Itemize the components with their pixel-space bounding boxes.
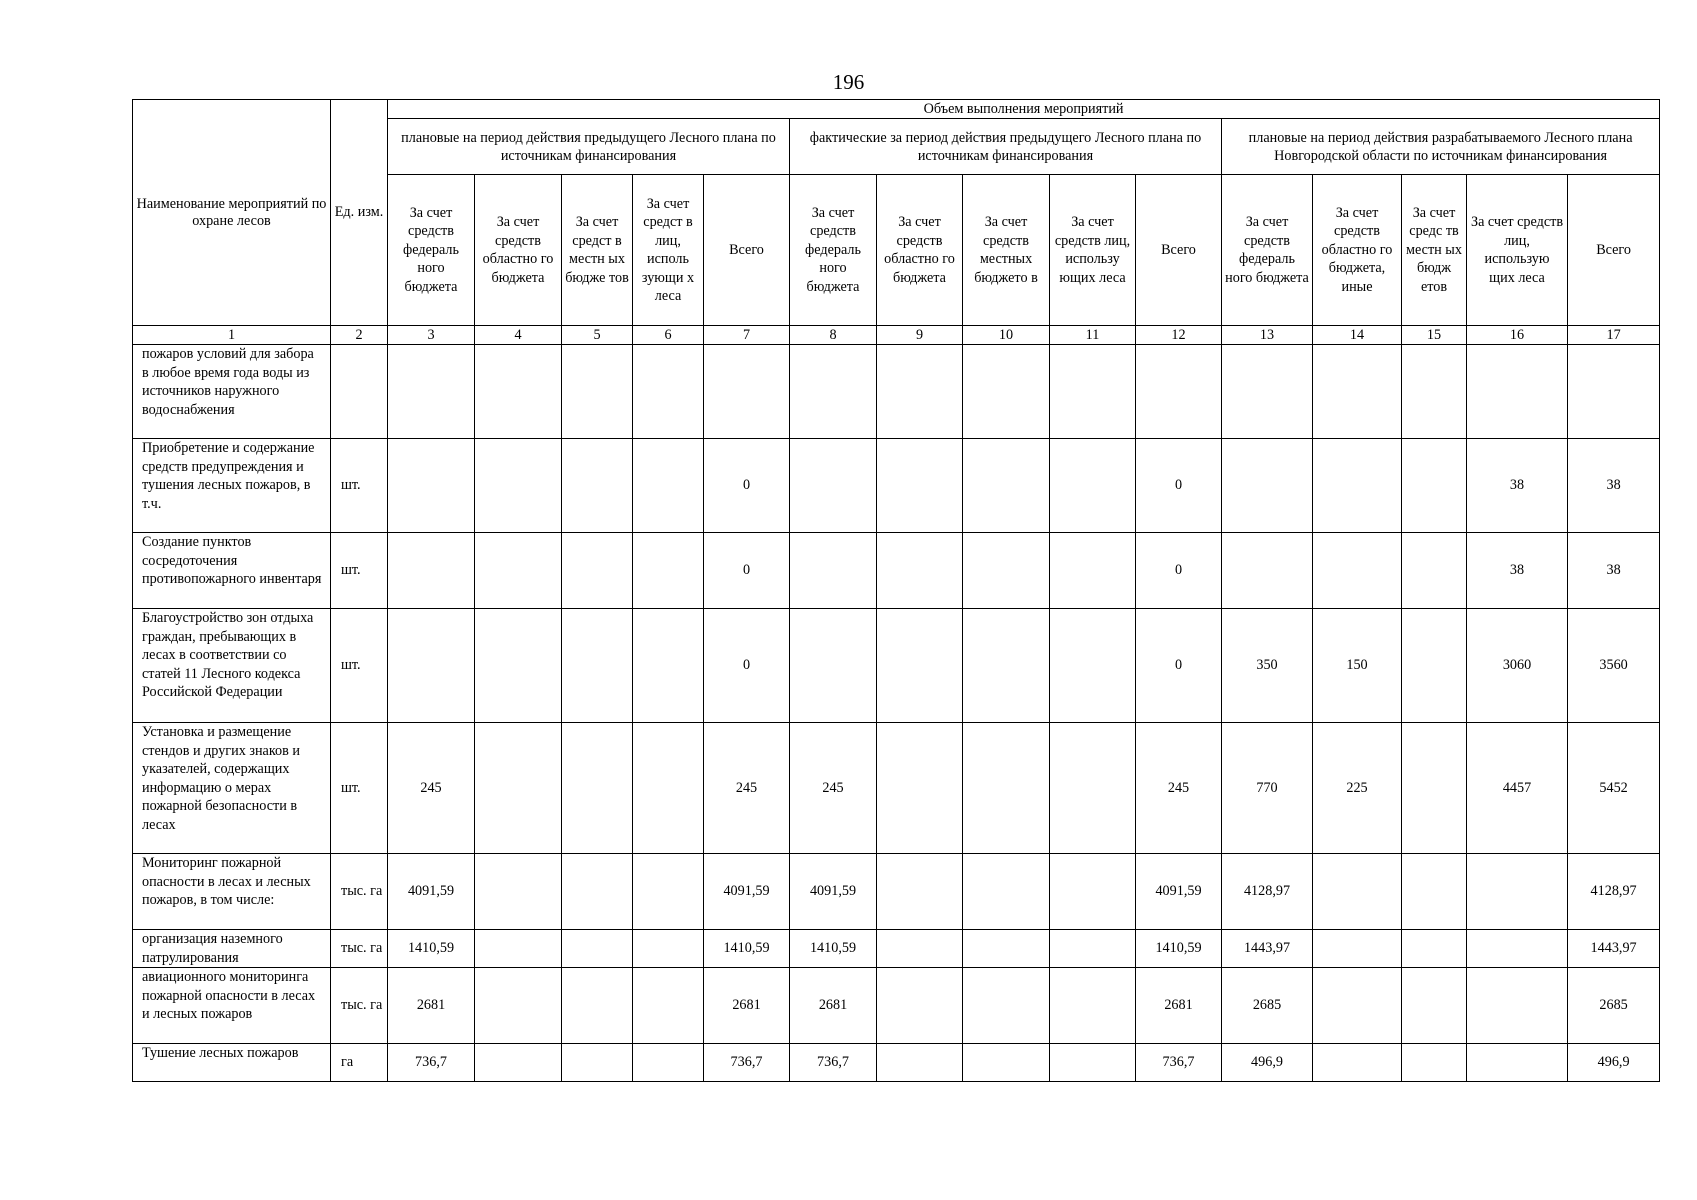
value-cell [475,1044,562,1082]
value-cell [963,439,1050,533]
value-cell [475,533,562,609]
value-cell [1402,723,1467,854]
header-column-number: 5 [562,326,633,345]
header-subcol: Всего [1136,175,1222,326]
value-cell [963,609,1050,723]
activity-name-cell: организация наземного патрулирования [133,930,331,968]
header-subcol: Всего [704,175,790,326]
header-subcol: За счет средств федераль ного бюджета [388,175,475,326]
activity-name-cell: Установка и размещение стендов и других знаков и указателей, содержащих информацию о мерах пожарной безопасности в лесах [133,723,331,854]
value-cell [790,533,877,609]
unit-cell: шт. [331,439,388,533]
value-cell [1467,854,1568,930]
value-cell: 1410,59 [1136,930,1222,968]
value-cell: 0 [1136,533,1222,609]
value-cell: 736,7 [704,1044,790,1082]
value-cell: 1443,97 [1222,930,1313,968]
value-cell [475,345,562,439]
header-name-col: Наименование мероприятий по охране лесов [133,100,331,326]
value-cell [1313,968,1402,1044]
value-cell [963,1044,1050,1082]
value-cell [790,439,877,533]
value-cell [1313,1044,1402,1082]
value-cell: 1410,59 [790,930,877,968]
value-cell: 4091,59 [1136,854,1222,930]
value-cell: 4457 [1467,723,1568,854]
header-column-number: 14 [1313,326,1402,345]
value-cell [963,930,1050,968]
value-cell [1402,1044,1467,1082]
value-cell: 2681 [388,968,475,1044]
value-cell [633,930,704,968]
value-cell [1467,1044,1568,1082]
header-column-number: 4 [475,326,562,345]
value-cell: 2685 [1222,968,1313,1044]
header-column-number: 9 [877,326,963,345]
unit-cell: тыс. га [331,930,388,968]
value-cell [1050,345,1136,439]
value-cell: 4128,97 [1568,854,1660,930]
value-cell: 38 [1568,439,1660,533]
value-cell [877,345,963,439]
table-row [133,345,1660,439]
value-cell: 38 [1467,439,1568,533]
value-cell: 496,9 [1568,1044,1660,1082]
activity-name-cell: авиационного мониторинга пожарной опасности в лесах и лесных пожаров [133,968,331,1044]
value-cell [633,345,704,439]
value-cell [633,533,704,609]
table-row [133,854,1660,930]
value-cell [562,609,633,723]
header-group-planned-new: плановые на период действия разрабатываемого Лесного плана Новгородской области по источникам финансирования [1222,119,1660,175]
unit-cell: шт. [331,609,388,723]
header-column-number: 17 [1568,326,1660,345]
value-cell: 2681 [704,968,790,1044]
value-cell [877,439,963,533]
value-cell: 4091,59 [704,854,790,930]
header-column-number: 2 [331,326,388,345]
unit-cell: шт. [331,533,388,609]
value-cell [1050,1044,1136,1082]
value-cell: 736,7 [1136,1044,1222,1082]
value-cell [1050,533,1136,609]
value-cell: 736,7 [790,1044,877,1082]
value-cell [475,854,562,930]
value-cell [963,854,1050,930]
value-cell [1402,854,1467,930]
value-cell [1402,930,1467,968]
header-subcol: За счет средст в лиц, исполь зующи х леса [633,175,704,326]
value-cell [1313,439,1402,533]
value-cell [877,1044,963,1082]
value-cell: 5452 [1568,723,1660,854]
value-cell: 3560 [1568,609,1660,723]
value-cell [388,533,475,609]
value-cell [562,345,633,439]
value-cell [562,1044,633,1082]
activity-name-cell: Благоустройство зон отдыха граждан, пребывающих в лесах в соответствии со статей 11 Лесного кодекса Российской Федерации [133,609,331,723]
activity-name-cell: Мониторинг пожарной опасности в лесах и лесных пожаров, в том числе: [133,854,331,930]
value-cell [1050,439,1136,533]
value-cell [633,439,704,533]
value-cell [790,609,877,723]
value-cell [1402,968,1467,1044]
value-cell: 0 [704,609,790,723]
activity-name-cell: Тушение лесных пожаров [133,1044,331,1082]
value-cell: 245 [704,723,790,854]
header-column-number: 10 [963,326,1050,345]
value-cell: 350 [1222,609,1313,723]
header-column-number: 16 [1467,326,1568,345]
activity-name-cell: Приобретение и содержание средств предупреждения и тушения лесных пожаров, в т.ч. [133,439,331,533]
value-cell: 736,7 [388,1044,475,1082]
header-column-number: 13 [1222,326,1313,345]
value-cell: 150 [1313,609,1402,723]
value-cell [1222,345,1313,439]
value-cell [1402,609,1467,723]
table-row [133,439,1660,533]
header-subcol: За счет средств областно го бюджета, иные [1313,175,1402,326]
value-cell [1050,723,1136,854]
activity-name-cell: пожаров условий для забора в любое время года воды из источников наружного водоснабжения [133,345,331,439]
header-unit-col: Ед. изм. [331,100,388,326]
header-column-number: 3 [388,326,475,345]
value-cell [877,609,963,723]
value-cell: 38 [1467,533,1568,609]
value-cell [475,930,562,968]
header-subcol: За счет средств местных бюджето в [963,175,1050,326]
header-column-number: 1 [133,326,331,345]
value-cell [562,968,633,1044]
value-cell [963,345,1050,439]
value-cell [1313,345,1402,439]
value-cell: 2681 [790,968,877,1044]
table-row [133,533,1660,609]
value-cell [1050,968,1136,1044]
header-group-planned-previous: плановые на период действия предыдущего Лесного плана по источникам финансирования [388,119,790,175]
value-cell [790,345,877,439]
header-subcol: За счет средств областно го бюджета [877,175,963,326]
value-cell [1313,930,1402,968]
value-cell [1467,345,1568,439]
value-cell: 38 [1568,533,1660,609]
value-cell: 1410,59 [388,930,475,968]
table-row [133,609,1660,723]
value-cell: 0 [704,439,790,533]
value-cell: 496,9 [1222,1044,1313,1082]
value-cell [877,930,963,968]
header-column-number: 6 [633,326,704,345]
value-cell [562,723,633,854]
value-cell [475,609,562,723]
value-cell [388,609,475,723]
header-column-number: 8 [790,326,877,345]
value-cell: 0 [1136,439,1222,533]
value-cell [1050,930,1136,968]
value-cell: 245 [1136,723,1222,854]
table-row [133,930,1660,968]
value-cell [877,968,963,1044]
value-cell [562,439,633,533]
header-subcol: Всего [1568,175,1660,326]
value-cell [877,723,963,854]
value-cell [1222,439,1313,533]
header-column-number: 15 [1402,326,1467,345]
value-cell [1050,609,1136,723]
table-row [133,723,1660,854]
value-cell: 0 [704,533,790,609]
value-cell [1568,345,1660,439]
value-cell: 4091,59 [790,854,877,930]
header-subcol: За счет средств лиц, использую щих леса [1467,175,1568,326]
header-subcol: За счет средс тв местн ых бюдж етов [1402,175,1467,326]
value-cell [562,854,633,930]
value-cell: 4091,59 [388,854,475,930]
header-group-actual-previous: фактические за период действия предыдущего Лесного плана по источникам финансирования [790,119,1222,175]
value-cell [562,533,633,609]
value-cell: 2681 [1136,968,1222,1044]
value-cell [633,609,704,723]
header-volume-title: Объем выполнения мероприятий [388,100,1660,119]
page-number: 196 [832,70,865,94]
header-column-number: 7 [704,326,790,345]
value-cell [475,723,562,854]
value-cell: 3060 [1467,609,1568,723]
activity-name-cell: Создание пунктов сосредоточения противопожарного инвентаря [133,533,331,609]
header-column-number: 11 [1050,326,1136,345]
header-subcol: За счет средст в местн ых бюдже тов [562,175,633,326]
value-cell [475,439,562,533]
value-cell: 0 [1136,609,1222,723]
value-cell [633,854,704,930]
table-row [133,1044,1660,1082]
value-cell: 1443,97 [1568,930,1660,968]
value-cell [633,968,704,1044]
value-cell [1467,930,1568,968]
forest-protection-table [132,99,1660,1082]
value-cell [1313,854,1402,930]
value-cell [633,1044,704,1082]
value-cell: 245 [388,723,475,854]
value-cell [877,854,963,930]
value-cell [1402,345,1467,439]
value-cell [877,533,963,609]
value-cell [1402,533,1467,609]
value-cell [1050,854,1136,930]
header-column-number: 12 [1136,326,1222,345]
value-cell [1136,345,1222,439]
value-cell [963,723,1050,854]
value-cell: 4128,97 [1222,854,1313,930]
unit-cell: тыс. га [331,968,388,1044]
header-subcol: За счет средств федераль ного бюджета [1222,175,1313,326]
header-subcol: За счет средств областно го бюджета [475,175,562,326]
header-subcol: За счет средств федераль ного бюджета [790,175,877,326]
value-cell [1402,439,1467,533]
unit-cell: тыс. га [331,854,388,930]
header-subcol: За счет средств лиц, использу ющих леса [1050,175,1136,326]
value-cell [475,968,562,1044]
value-cell: 245 [790,723,877,854]
value-cell: 2685 [1568,968,1660,1044]
value-cell [388,439,475,533]
unit-cell: га [331,1044,388,1082]
value-cell: 225 [1313,723,1402,854]
value-cell [388,345,475,439]
value-cell [1222,533,1313,609]
value-cell [562,930,633,968]
value-cell [1467,968,1568,1044]
value-cell [1313,533,1402,609]
value-cell [704,345,790,439]
table-row [133,968,1660,1044]
value-cell [633,723,704,854]
unit-cell [331,345,388,439]
value-cell [963,968,1050,1044]
value-cell: 770 [1222,723,1313,854]
unit-cell: шт. [331,723,388,854]
value-cell: 1410,59 [704,930,790,968]
value-cell [963,533,1050,609]
